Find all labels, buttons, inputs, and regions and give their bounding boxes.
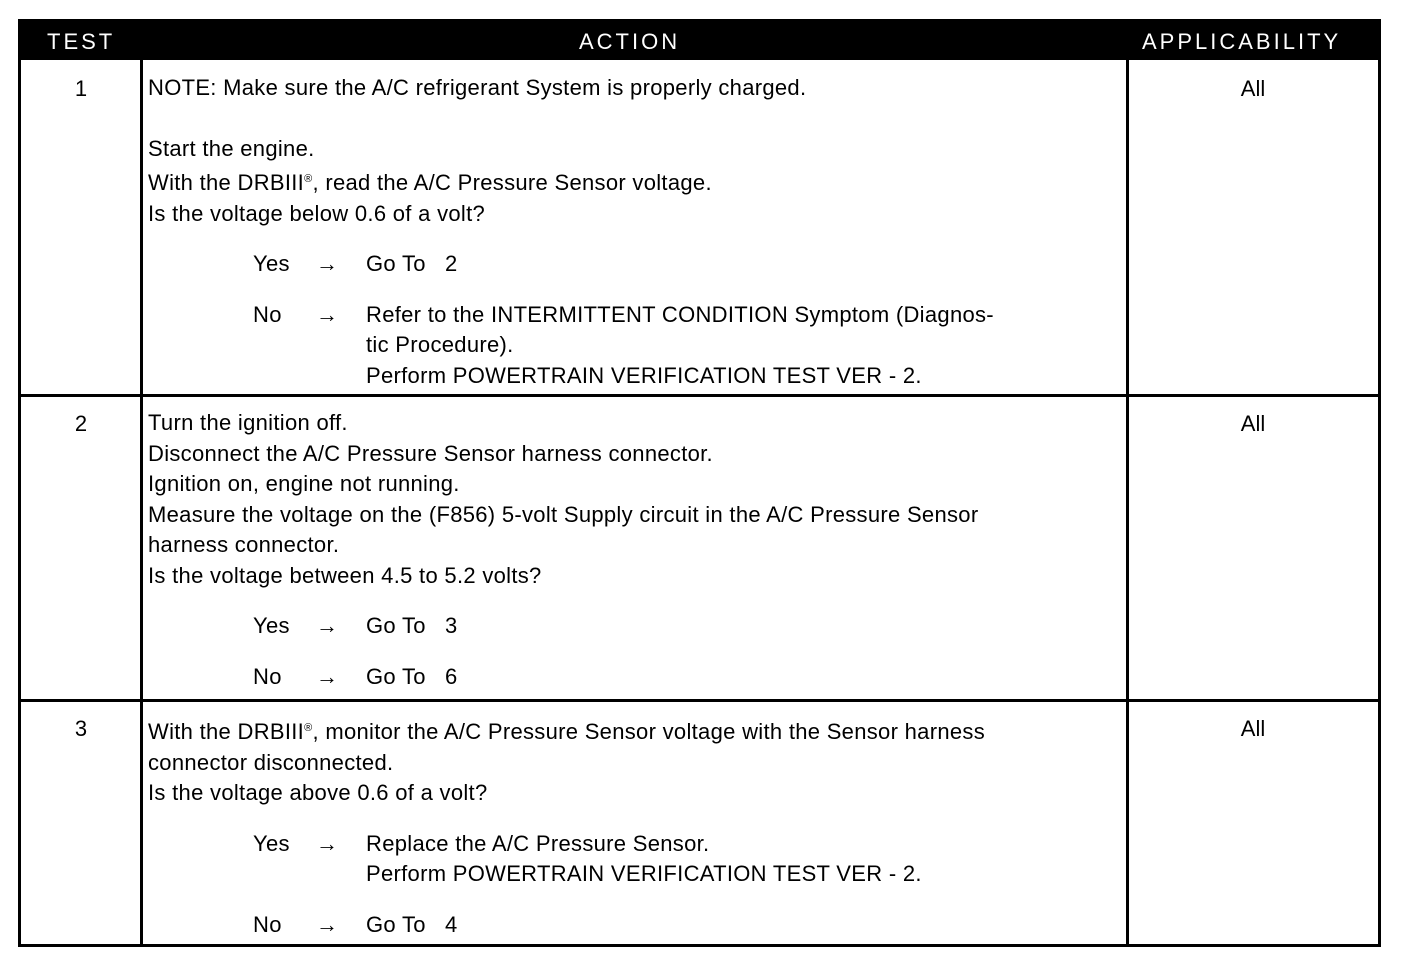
- yes-result: Go To 3: [366, 613, 458, 638]
- no-result: tic Procedure).: [366, 332, 514, 357]
- diagnostic-table: [18, 19, 1381, 947]
- step-text: With the DRBIII®, read the A/C Pressure Sensor voltage.: [148, 170, 712, 195]
- test-number: 1: [74, 76, 88, 101]
- no-label: No: [253, 911, 282, 937]
- no-branch: [148, 910, 1128, 941]
- step-text: harness connector.: [148, 532, 340, 557]
- step-text: Start the engine.: [148, 135, 315, 161]
- step-text: Turn the ignition off.: [148, 410, 348, 435]
- column-divider: [140, 60, 143, 947]
- registered-mark: ®: [304, 722, 313, 734]
- arrow-icon: →: [316, 251, 339, 276]
- step-text: connector disconnected.: [148, 749, 394, 775]
- yes-label: Yes: [253, 251, 290, 276]
- registered-mark: ®: [304, 173, 313, 185]
- step-text: Is the voltage below 0.6 of a volt?: [148, 200, 486, 226]
- arrow-icon: →: [316, 911, 339, 937]
- yes-branch: [148, 249, 1128, 280]
- test-action: [148, 713, 1128, 940]
- no-result: Refer to the INTERMITTENT CONDITION Symptom (Diagnos-: [366, 301, 994, 327]
- arrow-icon: →: [316, 301, 339, 327]
- yes-label: Yes: [253, 830, 290, 856]
- applicability-value: All: [1240, 76, 1266, 101]
- no-branch: [148, 300, 1128, 392]
- step-text: Is the voltage between 4.5 to 5.2 volts?: [148, 562, 542, 588]
- test-action: [148, 408, 1128, 692]
- table-header: [21, 22, 1378, 60]
- yes-label: Yes: [253, 613, 290, 638]
- yes-branch: [148, 829, 1128, 890]
- row-divider: [21, 699, 1378, 702]
- step-text: Is the voltage above 0.6 of a volt?: [148, 780, 488, 805]
- step-text: With the DRBIII®, monitor the A/C Pressure Sensor voltage with the Sensor harness: [148, 719, 985, 744]
- arrow-icon: →: [316, 830, 339, 856]
- no-result: Go To 6: [366, 663, 458, 689]
- step-text: Disconnect the A/C Pressure Sensor harness connector.: [148, 440, 713, 466]
- yes-result: Go To 2: [366, 251, 458, 276]
- no-result: Go To 4: [366, 911, 458, 937]
- yes-branch: [148, 611, 1128, 642]
- yes-result: Perform POWERTRAIN VERIFICATION TEST VER - 2.: [366, 861, 922, 886]
- yes-result: Replace the A/C Pressure Sensor.: [366, 830, 710, 856]
- test-number: 3: [74, 716, 88, 741]
- no-label: No: [253, 663, 282, 689]
- test-action: [148, 73, 1128, 391]
- step-text: Measure the voltage on the (F856) 5-volt Supply circuit in the A/C Pressure Sensor: [148, 501, 979, 527]
- test-number: 2: [74, 411, 88, 436]
- header-applicability: APPLICABILITY: [1142, 29, 1342, 54]
- no-branch: [148, 662, 1128, 693]
- header-test: TEST: [47, 29, 116, 54]
- applicability-value: All: [1240, 716, 1266, 741]
- no-label: No: [253, 301, 282, 327]
- header-action: ACTION: [579, 29, 681, 54]
- note-text: NOTE: Make sure the A/C refrigerant System is properly charged.: [148, 75, 807, 100]
- step-text: Ignition on, engine not running.: [148, 471, 460, 496]
- arrow-icon: →: [316, 663, 339, 689]
- no-result: Perform POWERTRAIN VERIFICATION TEST VER - 2.: [366, 362, 922, 388]
- applicability-value: All: [1240, 411, 1266, 436]
- row-divider: [21, 394, 1378, 397]
- arrow-icon: →: [316, 613, 339, 638]
